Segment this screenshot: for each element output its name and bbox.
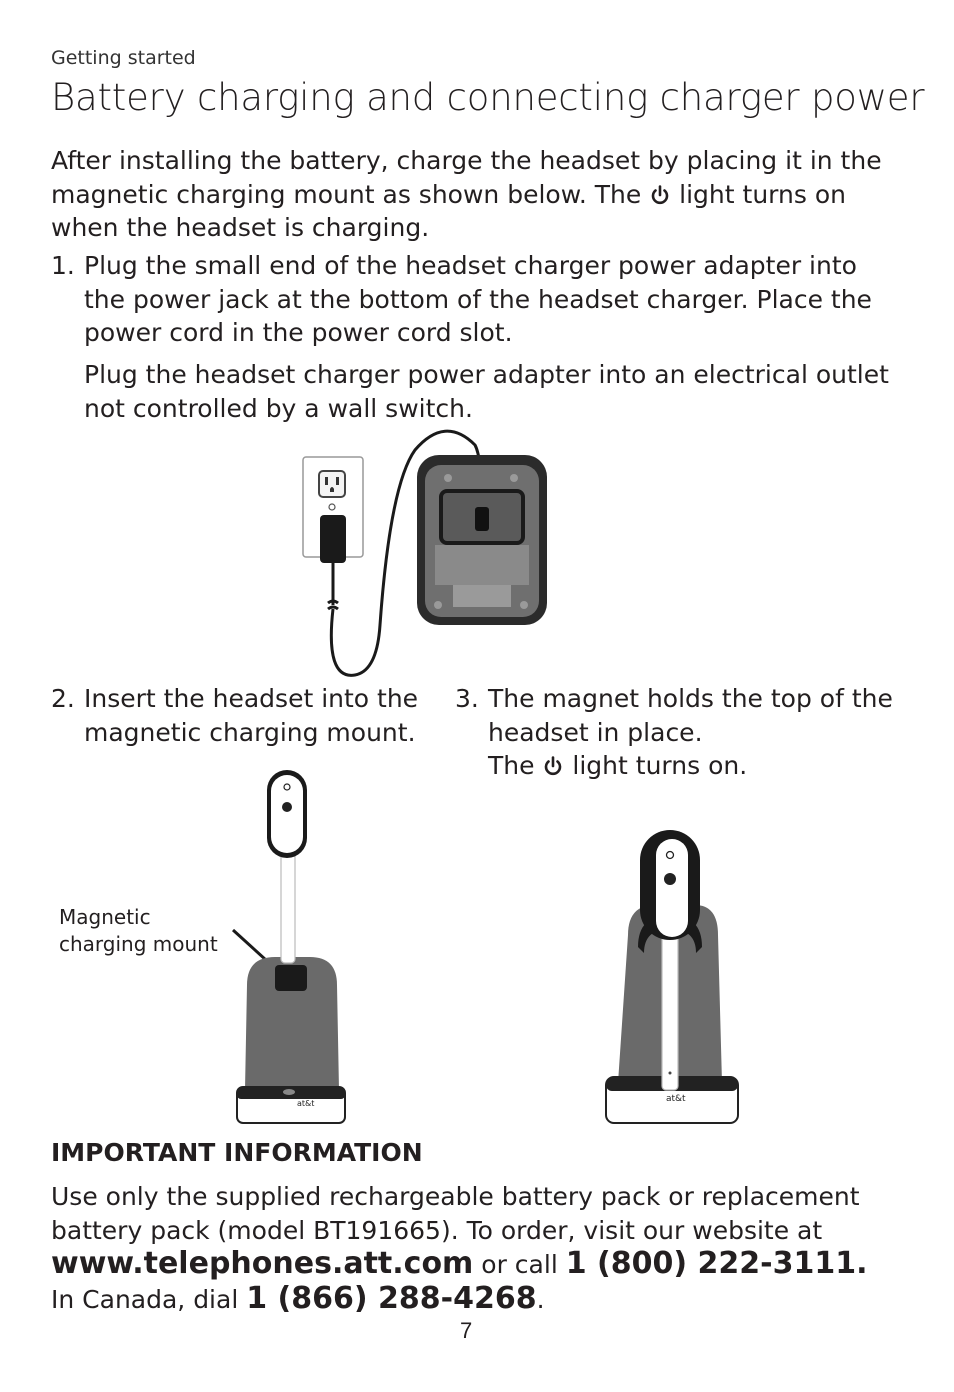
phone-us[interactable]: 1 (800) 222-3111 [565,1246,857,1281]
intro-text-after: light turns on when the headset is charging. [51,179,846,242]
step-1-number: 1. [51,251,75,280]
magnetic-mount [275,965,307,991]
step-2-text: Insert the headset into the magnetic charging mount. [84,684,419,747]
period-2: . [536,1284,545,1314]
important-heading: IMPORTANT INFORMATION [51,1138,423,1167]
power-icon [649,185,671,205]
step-3-line-1: The magnet holds the top of the headset in place. [488,684,893,747]
brand-label: at&t [666,1094,686,1104]
step-1-text: Plug the small end of the headset charger power adapter into the power jack at the bottom of the headset charger. Place the power cord in the power cord slot. [84,251,872,347]
headset-insert-illustration [225,765,355,1130]
power-adapter [320,515,346,563]
intro-text-before: After installing the battery, charge the headset by placing it in the magnetic charging mount as shown below. The [51,146,882,209]
important-text-block [51,1180,931,1316]
page-number: 7 [460,1318,473,1343]
intro-paragraph [51,144,911,245]
page-title: Battery charging and connecting charger power [51,76,925,119]
step-2-number: 2. [51,684,75,713]
power-icon [542,756,564,776]
or-call-text: or call [481,1250,558,1279]
brand-label: at&t [297,1099,315,1108]
phone-canada[interactable]: 1 (866) 288-4268 [246,1280,537,1316]
section-label: Getting started [51,47,196,69]
charger-power-illustration [295,425,555,685]
step-3-line-2 [488,749,908,783]
canada-text: In Canada, dial [51,1284,239,1314]
headset-docked-illustration [600,825,745,1125]
step-3-text [488,682,908,783]
website-link[interactable]: www.telephones.att.com [51,1246,474,1281]
step-3-line-2-after: light turns on. [572,751,748,780]
period-1: . [856,1246,868,1281]
step-3-line-2-before: The [488,751,535,780]
step-1-extra-text: Plug the headset charger power adapter into an electrical outlet not controlled by a wall switch. [84,360,889,423]
important-text: Use only the supplied rechargeable battery pack or replacement battery pack (model BT191665). To order, visit our website at [51,1182,860,1245]
step-3-number: 3. [455,684,479,713]
magnetic-mount-callout: Magnetic charging mount [59,905,218,956]
